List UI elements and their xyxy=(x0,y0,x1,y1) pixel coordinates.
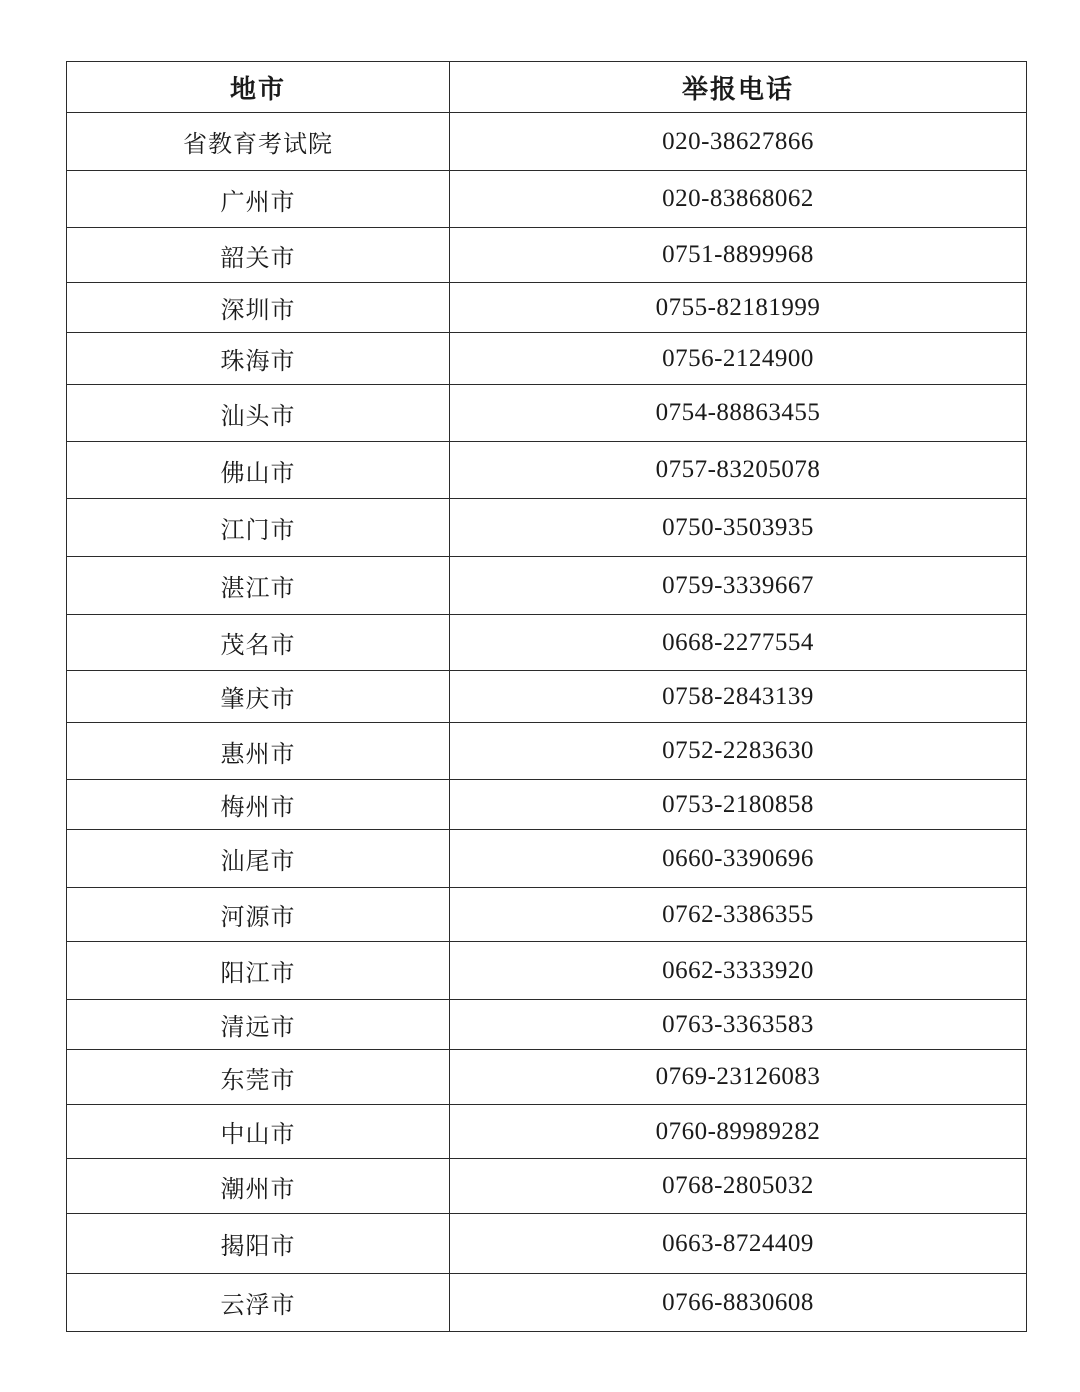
city-cell: 梅州市 xyxy=(67,780,450,830)
phone-cell: 0757-83205078 xyxy=(450,442,1027,499)
header-city: 地市 xyxy=(67,62,450,113)
city-cell: 湛江市 xyxy=(67,557,450,615)
table-row xyxy=(67,888,1027,942)
table-row xyxy=(67,113,1027,171)
city-cell: 肇庆市 xyxy=(67,671,450,723)
phone-cell: 0763-3363583 xyxy=(450,1000,1027,1050)
table-row xyxy=(67,671,1027,723)
city-cell: 河源市 xyxy=(67,888,450,942)
city-cell: 韶关市 xyxy=(67,228,450,283)
city-cell: 清远市 xyxy=(67,1000,450,1050)
table-row xyxy=(67,1000,1027,1050)
table-row xyxy=(67,1159,1027,1214)
phone-cell: 0768-2805032 xyxy=(450,1159,1027,1214)
header-phone: 举报电话 xyxy=(450,62,1027,113)
table-row xyxy=(67,1274,1027,1332)
table-row xyxy=(67,499,1027,557)
city-cell: 汕尾市 xyxy=(67,830,450,888)
city-cell: 阳江市 xyxy=(67,942,450,1000)
city-cell: 省教育考试院 xyxy=(67,113,450,171)
table-row xyxy=(67,283,1027,333)
city-cell: 江门市 xyxy=(67,499,450,557)
city-cell: 潮州市 xyxy=(67,1159,450,1214)
city-cell: 汕头市 xyxy=(67,385,450,442)
phone-cell: 0752-2283630 xyxy=(450,723,1027,780)
phone-cell: 0754-88863455 xyxy=(450,385,1027,442)
city-cell: 佛山市 xyxy=(67,442,450,499)
phone-cell: 0660-3390696 xyxy=(450,830,1027,888)
table-row xyxy=(67,333,1027,385)
city-cell: 惠州市 xyxy=(67,723,450,780)
city-cell: 云浮市 xyxy=(67,1274,450,1332)
table-row xyxy=(67,830,1027,888)
table-row xyxy=(67,442,1027,499)
phone-cell: 0753-2180858 xyxy=(450,780,1027,830)
phone-cell: 0766-8830608 xyxy=(450,1274,1027,1332)
phone-cell: 0760-89989282 xyxy=(450,1105,1027,1159)
table-row xyxy=(67,228,1027,283)
city-cell: 揭阳市 xyxy=(67,1214,450,1274)
phone-cell: 020-83868062 xyxy=(450,171,1027,228)
table-row xyxy=(67,557,1027,615)
table-row xyxy=(67,942,1027,1000)
phone-cell: 0759-3339667 xyxy=(450,557,1027,615)
phone-cell: 0751-8899968 xyxy=(450,228,1027,283)
table-row xyxy=(67,615,1027,671)
table-row xyxy=(67,1105,1027,1159)
table-row xyxy=(67,171,1027,228)
city-cell: 深圳市 xyxy=(67,283,450,333)
city-cell: 珠海市 xyxy=(67,333,450,385)
phone-cell: 0663-8724409 xyxy=(450,1214,1027,1274)
table-row xyxy=(67,780,1027,830)
header-row xyxy=(67,62,1027,113)
city-cell: 东莞市 xyxy=(67,1050,450,1105)
phone-cell: 0762-3386355 xyxy=(450,888,1027,942)
phone-cell: 0769-23126083 xyxy=(450,1050,1027,1105)
phone-cell: 020-38627866 xyxy=(450,113,1027,171)
city-cell: 广州市 xyxy=(67,171,450,228)
hotline-table xyxy=(66,61,1027,1332)
phone-cell: 0750-3503935 xyxy=(450,499,1027,557)
phone-cell: 0755-82181999 xyxy=(450,283,1027,333)
city-cell: 茂名市 xyxy=(67,615,450,671)
table-row xyxy=(67,1050,1027,1105)
phone-cell: 0756-2124900 xyxy=(450,333,1027,385)
table-row xyxy=(67,1214,1027,1274)
table-row xyxy=(67,385,1027,442)
phone-cell: 0668-2277554 xyxy=(450,615,1027,671)
phone-cell: 0662-3333920 xyxy=(450,942,1027,1000)
phone-cell: 0758-2843139 xyxy=(450,671,1027,723)
table-row xyxy=(67,723,1027,780)
city-cell: 中山市 xyxy=(67,1105,450,1159)
